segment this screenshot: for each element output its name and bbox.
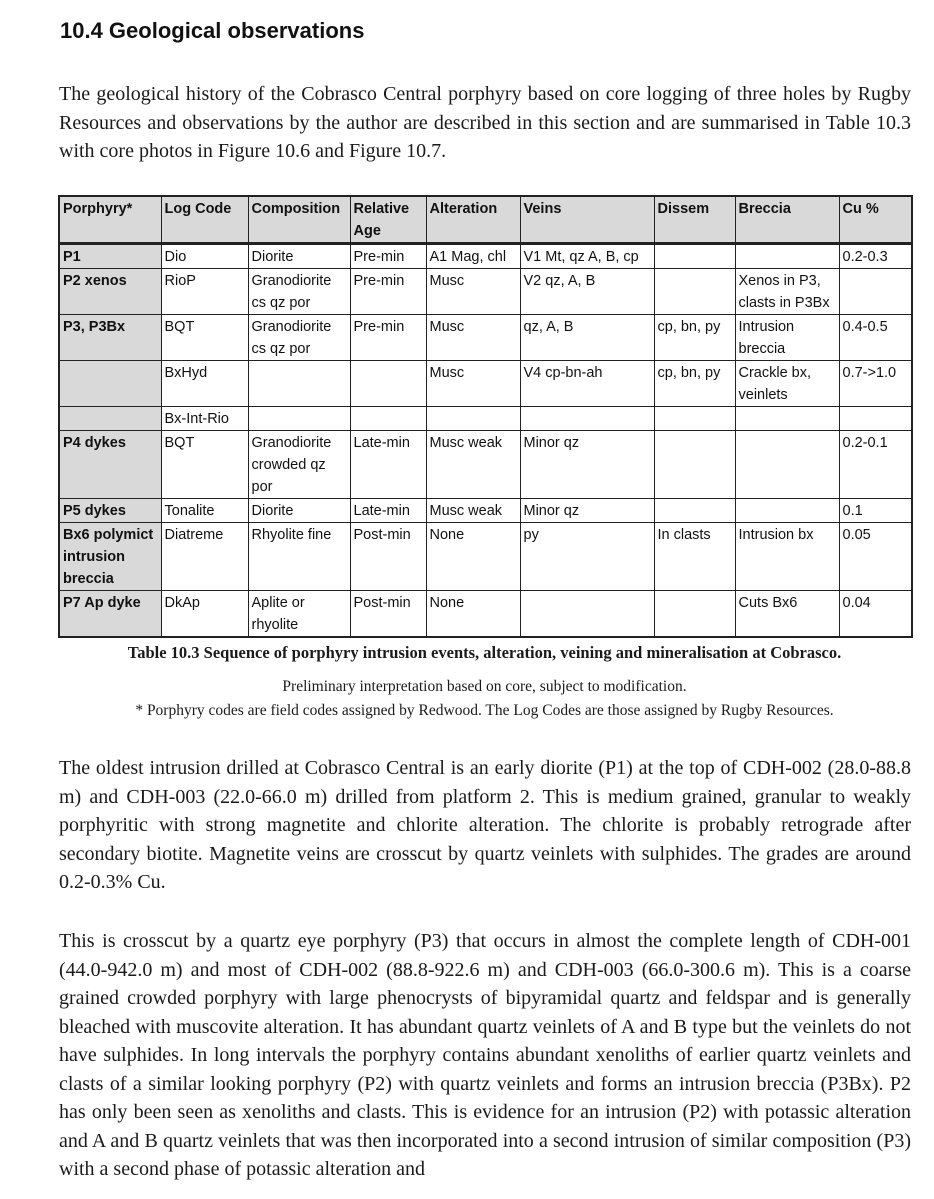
header-dissem: Dissem — [654, 196, 735, 244]
cell-alteration — [426, 407, 520, 431]
cell-alteration: Musc — [426, 269, 520, 315]
table-row — [59, 244, 912, 269]
cell-composition: Diorite — [248, 244, 350, 269]
table-row — [59, 523, 912, 591]
cell-relative-age: Post-min — [350, 523, 426, 591]
cell-veins: V2 qz, A, B — [520, 269, 654, 315]
cell-dissem: cp, bn, py — [654, 315, 735, 361]
cell-breccia: Xenos in P3, clasts in P3Bx — [735, 269, 839, 315]
header-veins: Veins — [520, 196, 654, 244]
table-row — [59, 269, 912, 315]
cell-porphyry: P2 xenos — [59, 269, 161, 315]
cell-composition: Granodiorite crowded qz por — [248, 431, 350, 499]
table-row — [59, 315, 912, 361]
table-header-row — [59, 196, 912, 244]
cell-log-code: Bx-Int-Rio — [161, 407, 248, 431]
cell-porphyry — [59, 407, 161, 431]
table-row — [59, 361, 912, 407]
cell-cu: 0.4-0.5 — [839, 315, 912, 361]
cell-relative-age — [350, 407, 426, 431]
body-paragraph-1: The oldest intrusion drilled at Cobrasco Central is an early diorite (P1) at the top of CDH-002 (28.0-88.8 m) and CDH-003 (22.0-66.0 m) drilled from platform 2. This is medium grained, granular to weakly porphyritic with strong magnetite and chlorite alteration. The chlorite is probably retrograde after secondary biotite. Magnetite veins are crosscut by quartz veinlets with sulphides. The grades are around 0.2-0.3% Cu. — [59, 757, 911, 893]
table-row — [59, 591, 912, 638]
header-log-code: Log Code — [161, 196, 248, 244]
header-breccia: Breccia — [735, 196, 839, 244]
cell-porphyry: P3, P3Bx — [59, 315, 161, 361]
cell-relative-age: Late-min — [350, 431, 426, 499]
header-composition: Composition — [248, 196, 350, 244]
cell-dissem — [654, 499, 735, 523]
table-caption: Table 10.3 Sequence of porphyry intrusion events, alteration, veining and mineralisation at Cobrasco. — [127, 643, 842, 662]
cell-veins: V1 Mt, qz A, B, cp — [520, 244, 654, 269]
cell-breccia: Crackle bx, veinlets — [735, 361, 839, 407]
cell-cu: 0.2-0.3 — [839, 244, 912, 269]
cell-log-code: RioP — [161, 269, 248, 315]
cell-alteration: Musc weak — [426, 431, 520, 499]
cell-composition: Granodiorite cs qz por — [248, 269, 350, 315]
cell-porphyry: P5 dykes — [59, 499, 161, 523]
cell-cu: 0.2-0.1 — [839, 431, 912, 499]
cell-veins: V4 cp-bn-ah — [520, 361, 654, 407]
cell-composition: Rhyolite fine — [248, 523, 350, 591]
cell-log-code: Tonalite — [161, 499, 248, 523]
cell-relative-age: Pre-min — [350, 315, 426, 361]
cell-dissem: In clasts — [654, 523, 735, 591]
cell-veins: Minor qz — [520, 431, 654, 499]
cell-breccia — [735, 244, 839, 269]
cell-cu — [839, 269, 912, 315]
cell-breccia: Cuts Bx6 — [735, 591, 839, 638]
section-heading: 10.4 Geological observations — [60, 18, 365, 43]
cell-porphyry: P1 — [59, 244, 161, 269]
cell-cu: 0.7->1.0 — [839, 361, 912, 407]
cell-alteration: Musc weak — [426, 499, 520, 523]
cell-log-code: Dio — [161, 244, 248, 269]
cell-relative-age: Pre-min — [350, 269, 426, 315]
cell-composition: Aplite or rhyolite — [248, 591, 350, 638]
cell-veins — [520, 591, 654, 638]
cell-log-code: BQT — [161, 315, 248, 361]
cell-dissem — [654, 269, 735, 315]
cell-breccia — [735, 499, 839, 523]
cell-composition — [248, 407, 350, 431]
cell-dissem — [654, 591, 735, 638]
intro-paragraph: The geological history of the Cobrasco Central porphyry based on core logging of three holes by Rugby Resources and observations by the author are described in this section and are summarised in Table 10.3 with core photos in Figure 10.6 and Figure 10.7. — [59, 83, 911, 162]
cell-relative-age: Late-min — [350, 499, 426, 523]
cell-relative-age: Pre-min — [350, 244, 426, 269]
cell-dissem — [654, 407, 735, 431]
cell-log-code: Diatreme — [161, 523, 248, 591]
cell-composition: Granodiorite cs qz por — [248, 315, 350, 361]
cell-alteration: Musc — [426, 315, 520, 361]
table-caption-note: Preliminary interpretation based on core, subject to modification. — [282, 678, 687, 695]
cell-porphyry: Bx6 polymict intrusion breccia — [59, 523, 161, 591]
header-porphyry: Porphyry* — [59, 196, 161, 244]
cell-porphyry: P4 dykes — [59, 431, 161, 499]
cell-dissem: cp, bn, py — [654, 361, 735, 407]
cell-composition — [248, 361, 350, 407]
cell-porphyry — [59, 361, 161, 407]
cell-veins: Minor qz — [520, 499, 654, 523]
cell-composition: Diorite — [248, 499, 350, 523]
header-alteration: Alteration — [426, 196, 520, 244]
header-cu: Cu % — [839, 196, 912, 244]
cell-cu: 0.05 — [839, 523, 912, 591]
cell-veins — [520, 407, 654, 431]
cell-log-code: DkAp — [161, 591, 248, 638]
cell-alteration: Musc — [426, 361, 520, 407]
cell-log-code: BQT — [161, 431, 248, 499]
cell-breccia: Intrusion breccia — [735, 315, 839, 361]
cell-cu: 0.1 — [839, 499, 912, 523]
cell-alteration: None — [426, 523, 520, 591]
cell-dissem — [654, 244, 735, 269]
table-caption-footnote: * Porphyry codes are field codes assigned by Redwood. The Log Codes are those assigned by Rugby Resources. — [135, 702, 834, 719]
body-paragraph-2: This is crosscut by a quartz eye porphyry (P3) that occurs in almost the complete length of CDH-001 (44.0-942.0 m) and most of CDH-002 (88.8-922.6 m) and CDH-003 (66.0-300.6 m). This is a coarse grained crowded porphyry with large phenocrysts of bipyramidal quartz and feldspar and is generally bleached with muscovite alteration. It has abundant quartz veinlets of A and B type but the veinlets do not have sulphides. In long intervals the porphyry contains abundant xenoliths of earlier quartz veinlets and clasts of a similar looking porphyry (P2) with quartz veinlets and forms an intrusion breccia (P3Bx). P2 has only been seen as xenoliths and clasts. This is evidence for an intrusion (P2) with potassic alteration and A and B quartz veinlets that was then incorporated into a second intrusion of similar composition (P3) with a second phase of potassic alteration and — [59, 930, 911, 1180]
cell-breccia — [735, 407, 839, 431]
table-row — [59, 499, 912, 523]
cell-breccia: Intrusion bx — [735, 523, 839, 591]
cell-dissem — [654, 431, 735, 499]
porphyry-sequence-table — [58, 195, 913, 638]
cell-cu: 0.04 — [839, 591, 912, 638]
table-row — [59, 407, 912, 431]
cell-relative-age: Post-min — [350, 591, 426, 638]
cell-veins: py — [520, 523, 654, 591]
cell-log-code: BxHyd — [161, 361, 248, 407]
header-relative-age: Relative Age — [350, 196, 426, 244]
cell-alteration: A1 Mag, chl — [426, 244, 520, 269]
cell-breccia — [735, 431, 839, 499]
cell-cu — [839, 407, 912, 431]
cell-relative-age — [350, 361, 426, 407]
table-row — [59, 431, 912, 499]
cell-veins: qz, A, B — [520, 315, 654, 361]
cell-porphyry: P7 Ap dyke — [59, 591, 161, 638]
cell-alteration: None — [426, 591, 520, 638]
